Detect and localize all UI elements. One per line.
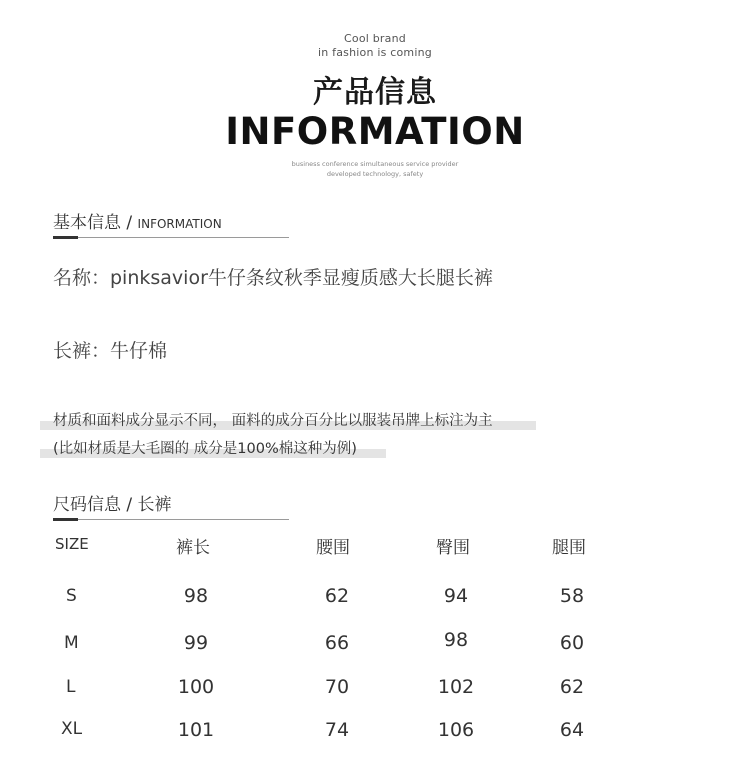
table-cell-length: 100 [177, 676, 215, 698]
table-cell-length: 99 [183, 632, 209, 654]
basic-info-heading [53, 208, 222, 233]
product-name: 名称：pinksavior牛仔条纹秋季显瘦质感大长腿长裤 [53, 267, 493, 289]
table-cell-hip: 98 [443, 629, 469, 651]
basic-info-heading-en: INFORMATION [137, 217, 222, 231]
material-note-line1: 材质和面料成分显示不同， 面料的成分百分比以服装吊牌上标注为主 [53, 413, 493, 429]
table-cell-thigh: 62 [559, 676, 585, 698]
table-cell-waist: 74 [324, 719, 350, 741]
material-note-line2: (比如材质是大毛圈的 成分是100%棉这种为例) [53, 441, 357, 457]
size-info-heading: 尺码信息 / 长裤 [53, 495, 172, 515]
size-info-accent-mark [53, 518, 78, 521]
column-header-waist: 腰围 [316, 538, 350, 558]
table-cell-waist: 66 [324, 632, 350, 654]
table-cell-size: M [64, 633, 79, 653]
title-english: INFORMATION [225, 110, 525, 153]
basic-info-accent-mark [53, 236, 78, 239]
table-cell-hip: 94 [443, 585, 469, 607]
table-cell-length: 98 [183, 585, 209, 607]
column-header-length: 裤长 [176, 538, 210, 558]
table-cell-size: S [66, 586, 77, 606]
basic-info-divider [53, 237, 289, 238]
tagline-line2: in fashion is coming [318, 46, 432, 59]
column-header-size: SIZE [55, 535, 89, 553]
table-cell-hip: 102 [437, 676, 475, 698]
micro-text-line1: business conference simultaneous service provider [291, 160, 459, 168]
column-header-hip: 臀围 [436, 538, 470, 558]
basic-info-heading-cn: 基本信息 / [53, 213, 138, 233]
table-cell-waist: 62 [324, 585, 350, 607]
table-cell-hip: 106 [437, 719, 475, 741]
table-cell-length: 101 [177, 719, 215, 741]
table-cell-thigh: 60 [559, 632, 585, 654]
table-cell-thigh: 58 [559, 585, 585, 607]
tagline-line1: Cool brand [344, 32, 406, 45]
title-chinese: 产品信息 [313, 75, 437, 110]
product-category: 长裤：牛仔棉 [53, 340, 168, 362]
micro-text-line2: developed technology, safety [326, 170, 424, 178]
size-info-divider [53, 519, 289, 520]
table-cell-size: L [66, 677, 76, 697]
table-cell-size: XL [61, 719, 83, 739]
column-header-thigh: 腿围 [552, 538, 586, 558]
table-cell-waist: 70 [324, 676, 350, 698]
table-cell-thigh: 64 [559, 719, 585, 741]
